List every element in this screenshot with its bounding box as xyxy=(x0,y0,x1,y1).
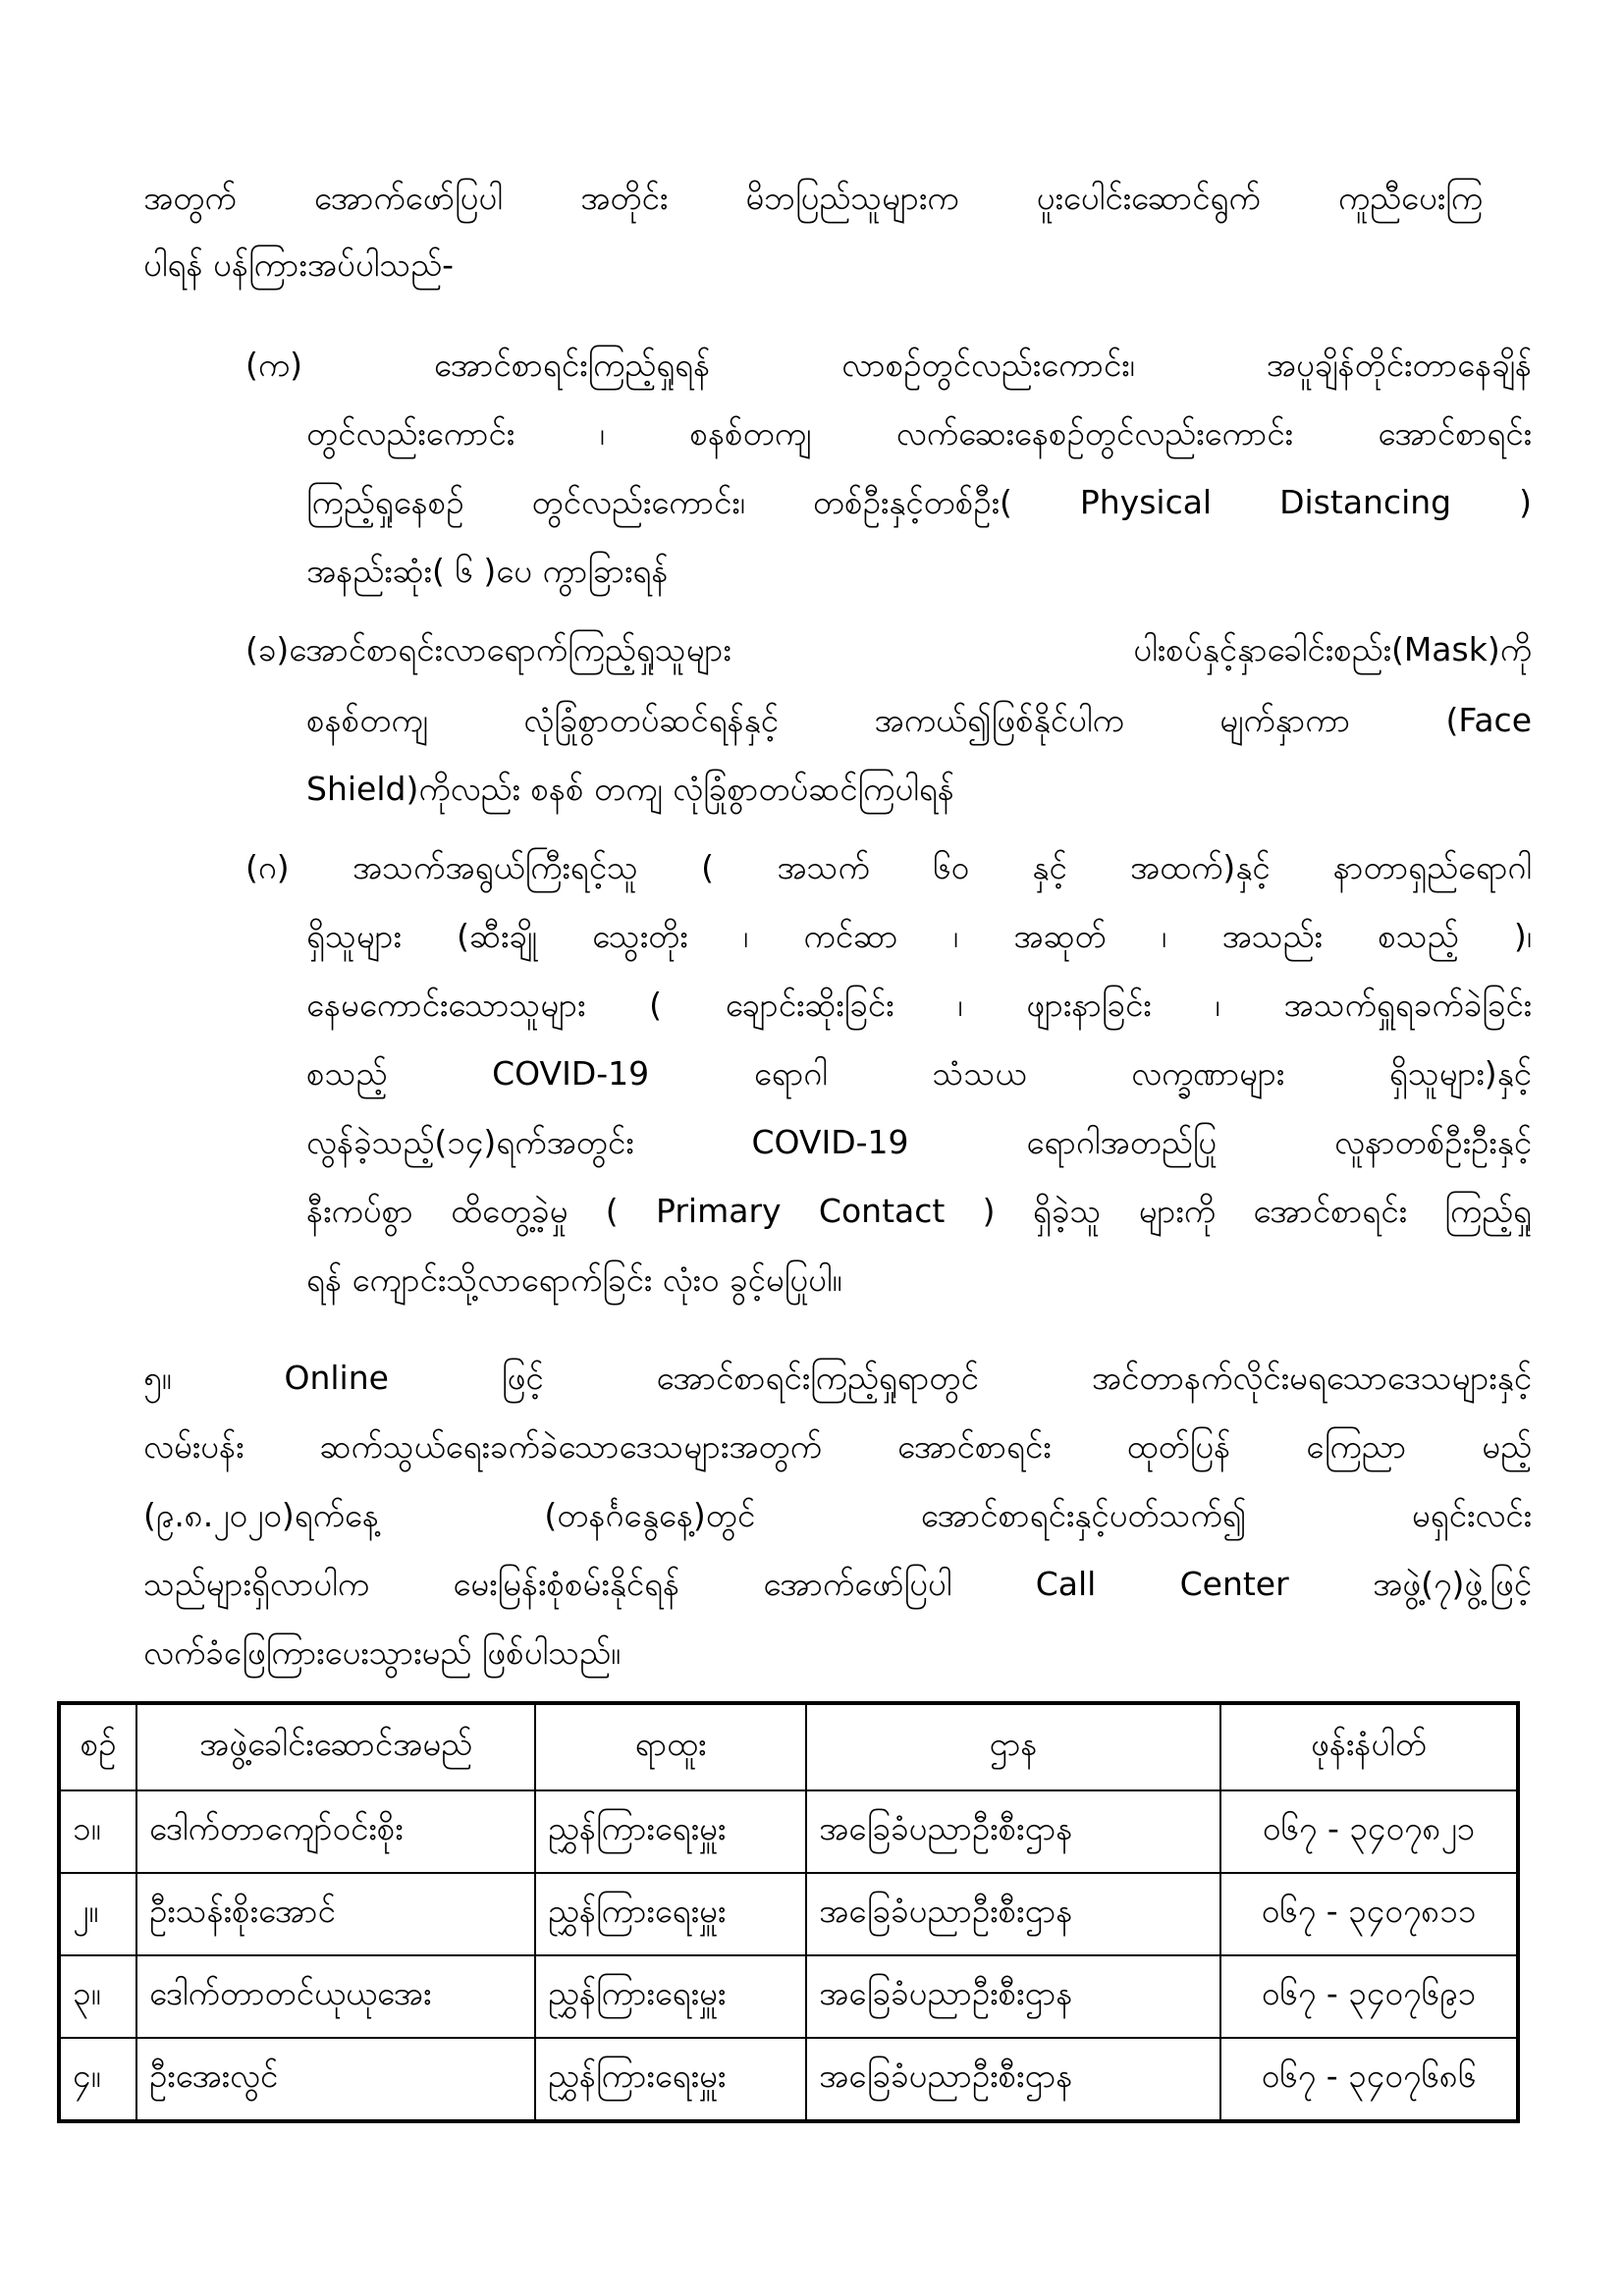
table-row xyxy=(59,1873,1518,1955)
para5-line-4: သည်များရှိလာပါက မေးမြန်းစုံစမ်းနိုင်ရန် အောက်ဖော်ပြပါ Call Center အဖွဲ့(၇)ဖွဲ့ဖြင့် xyxy=(143,1565,1532,1603)
header-leader-name: အဖွဲ့ခေါင်းဆောင်အမည် xyxy=(136,1703,535,1790)
item-kha-line-2: စနစ်တကျ လုံခြုံစွာတပ်ဆင်ရန်နှင့် အကယ်၍ဖြစ်နိုင်ပါက မျက်နှာကာ (Face xyxy=(306,701,1532,739)
row-phone: ၀၆၇ - ၃၄၀၇၈၁၁ xyxy=(1220,1873,1518,1955)
header-no: စဉ် xyxy=(59,1703,136,1790)
item-ka-line-1: (က) အောင်စာရင်းကြည့်ရှုရန် လာစဉ်တွင်လည်းကောင်း၊ အပူချိန်တိုင်းတာနေချိန် xyxy=(245,346,1532,384)
item-kha-line-3: Shield)ကိုလည်း စနစ် တကျ လုံခြုံစွာတပ်ဆင်ကြပါရန် xyxy=(306,770,954,808)
item-ga-line-1: (ဂ) အသက်အရွယ်ကြီးရင့်သူ ( အသက် ၆၀ နှင့် အထက်)နှင့် နာတာရှည်ရောဂါ xyxy=(245,848,1532,886)
item-ga-line-2: ရှိသူများ (ဆီးချို သွေးတိုး ၊ ကင်ဆာ ၊ အဆုတ် ၊ အသည်း စသည့် )၊ xyxy=(306,917,1532,955)
header-title: ရာထူး xyxy=(535,1703,806,1790)
row-no: ၃။ xyxy=(59,1955,136,2038)
item-ka-line-3: ကြည့်ရှုနေစဉ် တွင်လည်းကောင်း၊ တစ်ဦးနှင့်တစ်ဦး( Physical Distancing ) xyxy=(306,483,1532,521)
row-title: ညွှန်ကြားရေးမှူး xyxy=(535,1955,806,2038)
item-ga-line-7: ရန် ကျောင်းသို့လာရောက်ခြင်း လုံးဝ ခွင့်မပြုပါ။ xyxy=(306,1260,842,1299)
row-title: ညွှန်ကြားရေးမှူး xyxy=(535,2038,806,2121)
call-center-table xyxy=(57,1701,1520,2123)
row-department: အခြေခံပညာဦးစီးဌာန xyxy=(806,2038,1220,2121)
row-name: ဒေါက်တာကျော်ဝင်းစိုး xyxy=(136,1790,535,1873)
para5-line-5: လက်ခံဖြေကြားပေးသွားမည် ဖြစ်ပါသည်။ xyxy=(143,1633,622,1672)
item-ga-line-6: နီးကပ်စွာ ထိတွေ့ခဲ့မှု ( Primary Contact ) ရှိခဲ့သူ များကို အောင်စာရင်း ကြည့်ရှု xyxy=(306,1192,1532,1230)
row-department: အခြေခံပညာဦးစီးဌာန xyxy=(806,1873,1220,1955)
row-title: ညွှန်ကြားရေးမှူး xyxy=(535,1790,806,1873)
table-row xyxy=(59,1790,1518,1873)
row-name: ဦးအေးလွင် xyxy=(136,2038,535,2121)
item-ga-line-4: စသည့် COVID-19 ရောဂါ သံသယ လက္ခဏာများ ရှိသူများ)နှင့် xyxy=(306,1054,1532,1093)
header-department: ဌာန xyxy=(806,1703,1220,1790)
row-phone: ၀၆၇ - ၃၄၀၇၆၈၆ xyxy=(1220,2038,1518,2121)
table-header-row xyxy=(59,1703,1518,1790)
intro-line-1: အတွက် အောက်ဖော်ပြပါ အတိုင်း မိဘပြည်သူများက ပူးပေါင်းဆောင်ရွက် ကူညီပေးကြ xyxy=(143,179,1483,217)
row-name: ဒေါက်တာတင်ယုယုအေး xyxy=(136,1955,535,2038)
item-kha-line-1: (ခ)အောင်စာရင်းလာရောက်ကြည့်ရှုသူများ ပါးစပ်နှင့်နှာခေါင်းစည်း(Mask)ကို xyxy=(245,630,1532,668)
row-department: အခြေခံပညာဦးစီးဌာန xyxy=(806,1955,1220,2038)
table-row xyxy=(59,1955,1518,2038)
para5-line-2: လမ်းပန်း ဆက်သွယ်ရေးခက်ခဲသောဒေသများအတွက် အောင်စာရင်း ထုတ်ပြန် ကြေညာ မည့် xyxy=(143,1427,1532,1466)
row-phone: ၀၆၇ - ၃၄၀၇၆၉၁ xyxy=(1220,1955,1518,2038)
row-phone: ၀၆၇ - ၃၄၀၇၈၂၁ xyxy=(1220,1790,1518,1873)
para5-line-1: ၅။ Online ဖြင့် အောင်စာရင်းကြည့်ရှုရာတွင် အင်တာနက်လိုင်းမရသောဒေသများနှင့် xyxy=(143,1359,1532,1397)
item-ga-line-5: လွန်ခဲ့သည့်(၁၄)ရက်အတွင်း COVID-19 ရောဂါအတည်ပြု လူနာတစ်ဦးဦးနှင့် xyxy=(306,1123,1532,1161)
row-no: ၁။ xyxy=(59,1790,136,1873)
para5-line-3: (၉.၈.၂၀၂၀)ရက်နေ့ (တနင်္ဂနွေနေ့)တွင် အောင်စာရင်းနှင့်ပတ်သက်၍ မရှင်းလင်း xyxy=(143,1496,1532,1534)
row-no: ၄။ xyxy=(59,2038,136,2121)
item-ka-line-4: အနည်းဆုံး( ၆ )ပေ ကွာခြားရန် xyxy=(306,552,669,590)
row-department: အခြေခံပညာဦးစီးဌာန xyxy=(806,1790,1220,1873)
item-ka-line-2: တွင်လည်းကောင်း ၊ စနစ်တကျ လက်ဆေးနေစဉ်တွင်လည်းကောင်း အောင်စာရင်း xyxy=(306,414,1532,453)
row-no: ၂။ xyxy=(59,1873,136,1955)
header-phone: ဖုန်းနံပါတ် xyxy=(1220,1703,1518,1790)
row-title: ညွှန်ကြားရေးမှူး xyxy=(535,1873,806,1955)
item-ga-line-3: နေမကောင်းသောသူများ ( ချောင်းဆိုးခြင်း ၊ ဖျားနာခြင်း ၊ အသက်ရှူရခက်ခဲခြင်း xyxy=(306,986,1532,1024)
intro-line-2: ပါရန် ပန်ကြားအပ်ပါသည်- xyxy=(143,245,455,284)
table-row xyxy=(59,2038,1518,2121)
row-name: ဦးသန်းစိုးအောင် xyxy=(136,1873,535,1955)
